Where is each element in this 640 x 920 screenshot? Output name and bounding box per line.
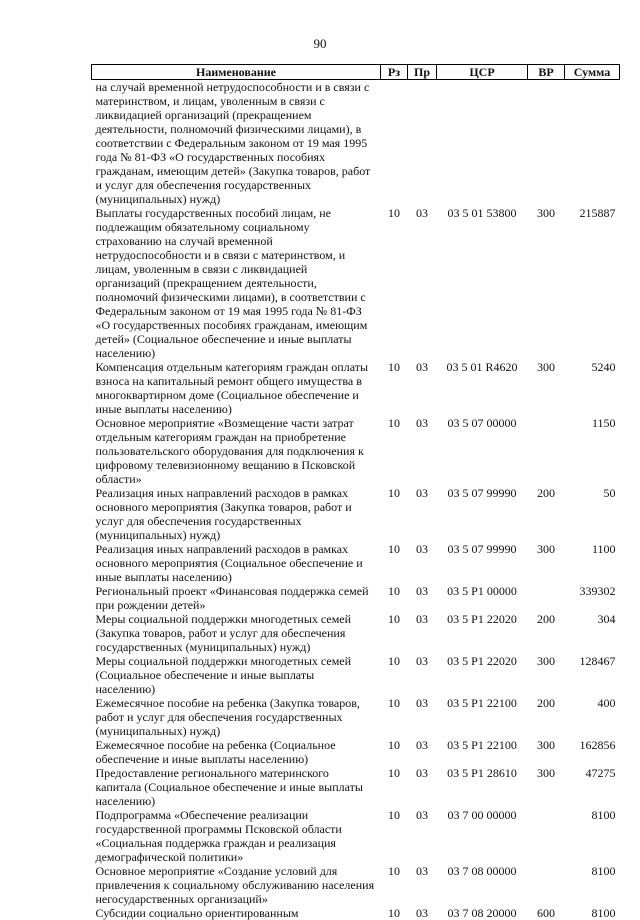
- cell-csr: 03 5 P1 22100: [437, 738, 528, 766]
- cell-vr: 200: [528, 486, 565, 542]
- cell-csr: 03 5 P1 00000: [437, 584, 528, 612]
- cell-pr: 03: [408, 738, 437, 766]
- cell-sum: 304: [565, 612, 620, 654]
- cell-name: Субсидии социально ориентированным: [92, 906, 381, 920]
- cell-sum: 1150: [565, 416, 620, 486]
- cell-sum: 1100: [565, 542, 620, 584]
- header-pr: Пр: [408, 65, 437, 80]
- table-row: [92, 584, 620, 612]
- cell-csr: 03 5 P1 22020: [437, 612, 528, 654]
- cell-sum: 8100: [565, 864, 620, 906]
- table-row: [92, 808, 620, 864]
- cell-pr: 03: [408, 864, 437, 906]
- cell-csr: 03 5 01 R4620: [437, 360, 528, 416]
- cell-csr: 03 5 07 99990: [437, 486, 528, 542]
- cell-rz: [381, 80, 408, 207]
- cell-csr: 03 5 P1 22020: [437, 654, 528, 696]
- cell-vr: 300: [528, 206, 565, 360]
- cell-name: Меры социальной поддержки многодетных семей (Социальное обеспечение и иные выплаты населению): [92, 654, 381, 696]
- cell-sum: 162856: [565, 738, 620, 766]
- cell-name: Основное мероприятие «Возмещение части затрат отдельным категориям граждан на приобретение пользовательского оборудования для подключения к цифровому телевизионному вещанию в Псковской области»: [92, 416, 381, 486]
- cell-name: Ежемесячное пособие на ребенка (Социальное обеспечение и иные выплаты населению): [92, 738, 381, 766]
- cell-pr: 03: [408, 542, 437, 584]
- cell-name: Предоставление регионального материнского капитала (Социальное обеспечение и иные выплаты населению): [92, 766, 381, 808]
- cell-rz: 10: [381, 416, 408, 486]
- cell-rz: 10: [381, 612, 408, 654]
- table-row: [92, 654, 620, 696]
- table-row: [92, 416, 620, 486]
- cell-name: на случай временной нетрудоспособности и в связи с материнством, и лицам, уволенным в связи с ликвидацией организаций (прекращением деятельности, полномочий физическими лицами), в соответствии с Федеральным законом от 19 мая 1995 года № 81-ФЗ «О государственных пособиях гражданам, имеющим детей» (Закупка товаров, работ и услуг для обеспечения государственных (муниципальных) нужд): [92, 80, 381, 207]
- cell-sum: 50: [565, 486, 620, 542]
- cell-rz: 10: [381, 808, 408, 864]
- cell-vr: 300: [528, 738, 565, 766]
- cell-rz: 10: [381, 738, 408, 766]
- cell-sum: 400: [565, 696, 620, 738]
- cell-name: Основное мероприятие «Создание условий для привлечения к социальному обслуживанию населения негосударственных организаций»: [92, 864, 381, 906]
- cell-pr: 03: [408, 906, 437, 920]
- table-body: [92, 80, 620, 920]
- cell-vr: [528, 416, 565, 486]
- cell-pr: 03: [408, 486, 437, 542]
- cell-csr: 03 5 P1 22100: [437, 696, 528, 738]
- cell-name: Региональный проект «Финансовая поддержка семей при рождении детей»: [92, 584, 381, 612]
- cell-vr: [528, 80, 565, 207]
- cell-pr: 03: [408, 766, 437, 808]
- table-row: [92, 486, 620, 542]
- cell-sum: 47275: [565, 766, 620, 808]
- cell-csr: [437, 80, 528, 207]
- header-sum: Сумма: [565, 65, 620, 80]
- table-row: [92, 906, 620, 920]
- cell-vr: 300: [528, 654, 565, 696]
- cell-rz: 10: [381, 864, 408, 906]
- cell-sum: 8100: [565, 906, 620, 920]
- cell-rz: 10: [381, 654, 408, 696]
- table-row: [92, 738, 620, 766]
- cell-pr: 03: [408, 416, 437, 486]
- table-row: [92, 206, 620, 360]
- cell-name: Подпрограмма «Обеспечение реализации государственной программы Псковской области «Социальная поддержка граждан и реализация демографической политики»: [92, 808, 381, 864]
- table-row: [92, 612, 620, 654]
- table-header-row: [92, 65, 620, 80]
- cell-name: Реализация иных направлений расходов в рамках основного мероприятия (Закупка товаров, работ и услуг для обеспечения государственных (муниципальных) нужд): [92, 486, 381, 542]
- page-number: 90: [0, 36, 640, 52]
- cell-sum: 8100: [565, 808, 620, 864]
- header-csr: ЦСР: [437, 65, 528, 80]
- cell-csr: 03 7 08 00000: [437, 864, 528, 906]
- table-row: [92, 766, 620, 808]
- cell-name: Компенсация отдельным категориям граждан оплаты взноса на капитальный ремонт общего имущества в многоквартирном доме (Социальное обеспечение и иные выплаты населению): [92, 360, 381, 416]
- cell-csr: 03 7 00 00000: [437, 808, 528, 864]
- cell-pr: 03: [408, 206, 437, 360]
- cell-pr: [408, 80, 437, 207]
- header-vr: ВР: [528, 65, 565, 80]
- cell-vr: 600: [528, 906, 565, 920]
- cell-name: Реализация иных направлений расходов в рамках основного мероприятия (Социальное обеспечение и иные выплаты населению): [92, 542, 381, 584]
- cell-rz: 10: [381, 766, 408, 808]
- cell-rz: 10: [381, 486, 408, 542]
- cell-rz: 10: [381, 696, 408, 738]
- cell-vr: [528, 864, 565, 906]
- cell-rz: 10: [381, 360, 408, 416]
- cell-vr: 200: [528, 696, 565, 738]
- cell-rz: 10: [381, 206, 408, 360]
- cell-rz: 10: [381, 584, 408, 612]
- cell-rz: 10: [381, 542, 408, 584]
- cell-pr: 03: [408, 360, 437, 416]
- cell-pr: 03: [408, 808, 437, 864]
- cell-sum: 128467: [565, 654, 620, 696]
- cell-sum: 5240: [565, 360, 620, 416]
- cell-vr: 200: [528, 612, 565, 654]
- cell-name: Ежемесячное пособие на ребенка (Закупка товаров, работ и услуг для обеспечения государственных (муниципальных) нужд): [92, 696, 381, 738]
- table-row: [92, 696, 620, 738]
- cell-sum: [565, 80, 620, 207]
- table-row: [92, 864, 620, 906]
- header-rz: Рз: [381, 65, 408, 80]
- cell-sum: 339302: [565, 584, 620, 612]
- cell-pr: 03: [408, 696, 437, 738]
- cell-vr: [528, 584, 565, 612]
- cell-pr: 03: [408, 612, 437, 654]
- table-row: [92, 542, 620, 584]
- cell-sum: 215887: [565, 206, 620, 360]
- budget-table: [91, 64, 620, 920]
- cell-csr: 03 5 07 00000: [437, 416, 528, 486]
- cell-vr: 300: [528, 766, 565, 808]
- cell-name: Меры социальной поддержки многодетных семей (Закупка товаров, работ и услуг для обеспечения государственных (муниципальных) нужд): [92, 612, 381, 654]
- cell-name: Выплаты государственных пособий лицам, не подлежащим обязательному социальному страхованию на случай временной нетрудоспособности и в связи с материнством, и лицам, уволенным в связи с ликвидацией организаций (прекращением деятельности, полномочий физическими лицами), в соответствии с Федеральным законом от 19 мая 1995 года № 81-ФЗ «О государственных пособиях гражданам, имеющим детей» (Социальное обеспечение и иные выплаты населению): [92, 206, 381, 360]
- header-name: Наименование: [92, 65, 381, 80]
- cell-pr: 03: [408, 584, 437, 612]
- cell-rz: 10: [381, 906, 408, 920]
- cell-vr: [528, 808, 565, 864]
- cell-vr: 300: [528, 360, 565, 416]
- cell-csr: 03 7 08 20000: [437, 906, 528, 920]
- table-row: [92, 360, 620, 416]
- cell-csr: 03 5 P1 28610: [437, 766, 528, 808]
- table-row: [92, 80, 620, 207]
- cell-csr: 03 5 01 53800: [437, 206, 528, 360]
- cell-csr: 03 5 07 99990: [437, 542, 528, 584]
- cell-pr: 03: [408, 654, 437, 696]
- cell-vr: 300: [528, 542, 565, 584]
